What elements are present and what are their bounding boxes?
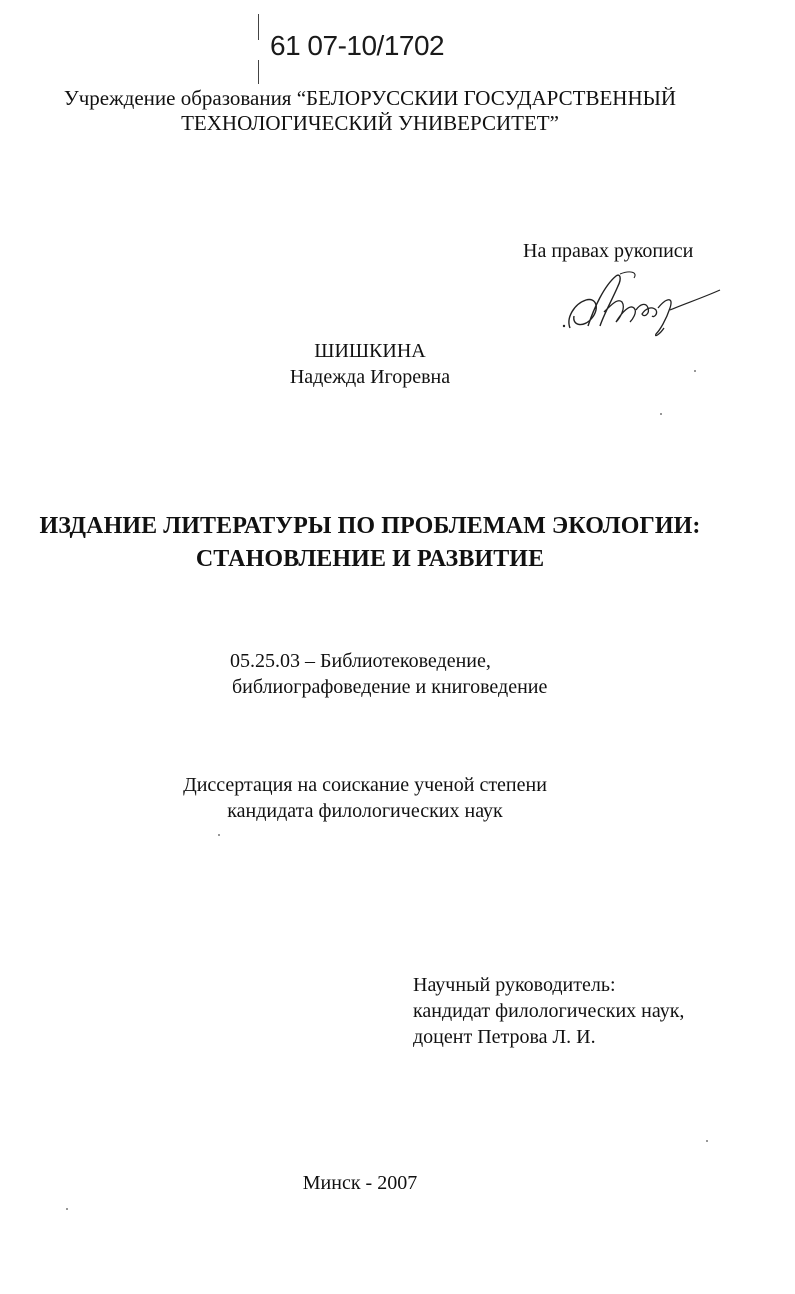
degree-line-1: Диссертация на соискание ученой степени (183, 774, 547, 796)
dissertation-title (20, 510, 720, 576)
scan-margin-line (258, 60, 259, 84)
scan-speck (706, 1140, 708, 1142)
institution-line-1: Учреждение образования “БЕЛОРУССКИИ ГОСУДАРСТВЕННЫЙ (63, 86, 677, 110)
institution-name (40, 86, 700, 136)
supervisor-block (413, 972, 684, 1050)
scan-speck (660, 413, 662, 415)
institution-line-2: ТЕХНОЛОГИЧЕСКИЙ УНИВЕРСИТЕТ” (181, 111, 559, 135)
supervisor-rank: кандидат филологических наук, (413, 1000, 685, 1022)
title-line-2: СТАНОВЛЕНИЕ И РАЗВИТИЕ (195, 546, 545, 572)
scan-speck (694, 370, 696, 372)
supervisor-label: Научный руководитель: (413, 974, 616, 996)
author-given-names: Надежда Игоревна (289, 366, 451, 388)
scan-speck (66, 1208, 68, 1210)
manuscript-rights-note: На правах рукописи (523, 240, 694, 262)
specialty-line-2: библиографоведение и книговедение (232, 676, 548, 698)
specialty-code (230, 648, 547, 700)
degree-statement (150, 772, 580, 824)
handwritten-signature (560, 268, 730, 340)
author-surname: ШИШКИНА (314, 340, 426, 362)
author-block (220, 338, 520, 390)
degree-line-2: кандидата филологических наук (227, 800, 503, 822)
shelf-code: 61 07-10/1702 (270, 30, 445, 61)
specialty-line-1: 05.25.03 – Библиотековедение, (230, 650, 491, 672)
scan-margin-line (258, 14, 259, 40)
place-and-year: Минск - 2007 (302, 1172, 418, 1194)
scan-speck (218, 834, 220, 836)
supervisor-name: доцент Петрова Л. И. (413, 1026, 596, 1048)
title-line-1: ИЗДАНИЕ ЛИТЕРАТУРЫ ПО ПРОБЛЕМАМ ЭКОЛОГИИ: (39, 513, 701, 539)
